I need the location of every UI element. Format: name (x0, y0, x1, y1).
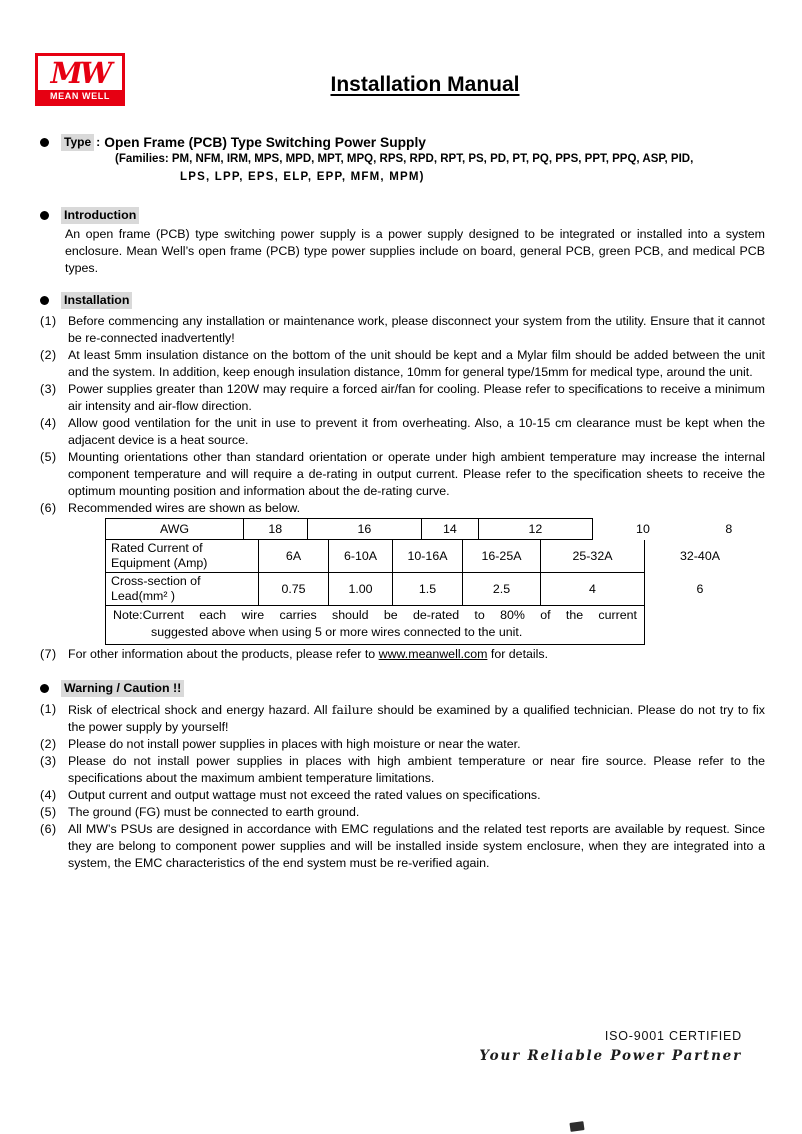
item-number: (3) (40, 754, 57, 768)
item-text: At least 5mm insulation distance on the bottom of the unit should be kept and a Mylar film should be added between the unit and the system. In addition, keep enough insulation distance, 10mm for general type/15mm for medical type, around the unit. (68, 348, 765, 379)
table-cell: 6 (696, 582, 704, 596)
bullet-icon (40, 211, 49, 220)
item-number: (3) (40, 382, 57, 396)
item-text: Please do not install power supplies in places with high moisture or near the water. (68, 737, 521, 751)
page-edge-artifact (569, 1121, 584, 1132)
item-number: (1) (40, 314, 57, 328)
installation-item-6 (40, 500, 765, 517)
installation-items (40, 313, 765, 663)
item-text-suffix: for details. (487, 647, 549, 661)
item-text-suffix: should be examined by a qualified technician. Please do not try to fix the power supply by yourself! (68, 703, 765, 734)
warning-heading (40, 680, 765, 697)
document-content (0, 134, 802, 872)
table-cell: 16-25A (462, 540, 540, 573)
introduction-heading (40, 207, 765, 224)
item-text-emphasis: failure (331, 702, 374, 717)
page-title: Installation Manual (330, 73, 520, 96)
meanwell-link[interactable]: www.meanwell.com (378, 647, 488, 661)
slogan-text: Your Reliable Power Partner (479, 1048, 742, 1064)
table-cell: 2.5 (462, 573, 540, 606)
item-text: Power supplies greater than 120W may require a forced air/fan for cooling. Please refer to specifications to receive a minimum air intensity and air-flow direction. (68, 382, 765, 413)
warning-item-6 (40, 821, 765, 872)
item-number: (5) (40, 805, 57, 819)
table-cell: 6A (258, 540, 328, 573)
warning-item-2 (40, 736, 765, 753)
item-number: (6) (40, 501, 57, 515)
families-line-2: LPS, LPP, EPS, ELP, EPP, MFM, MPM) (180, 170, 425, 183)
item-number: (2) (40, 737, 57, 751)
table-cell: Cross-section of Lead(mm² ) (105, 573, 258, 606)
item-text: All MW’s PSUs are designed in accordance with EMC regulations and the related test reports are available by request. Since they are belong to component power supplies and will be installed inside system enclosure, when they are integrated into a system, the EMC characteristics of the end system must be re-verified again. (68, 822, 765, 870)
table-cell: 4 (540, 573, 645, 606)
table-note-line-1: Note:Current each wire carries should be de-rated to 80% of the current (113, 608, 637, 622)
table-row-note (105, 606, 765, 645)
item-text (68, 701, 765, 736)
item-number: (4) (40, 416, 57, 430)
item-number: (1) (40, 702, 57, 716)
table-note (105, 606, 645, 645)
table-cell: 18 (243, 518, 307, 540)
installation-heading-label: Installation (61, 292, 132, 309)
table-note-line-2: suggested above when using 5 or more wires connected to the unit. (151, 625, 523, 639)
warning-item-4 (40, 787, 765, 804)
warning-item-1 (40, 701, 765, 736)
item-number: (4) (40, 788, 57, 802)
installation-item-3 (40, 381, 765, 415)
table-row-awg (105, 518, 765, 540)
installation-item-7 (40, 646, 765, 663)
table-cell: 32-40A (680, 549, 720, 563)
wire-table (105, 518, 765, 645)
item-number: (6) (40, 822, 57, 836)
installation-item-1 (40, 313, 765, 347)
meanwell-monogram-icon: MW (50, 56, 110, 90)
item-text: Output current and output wattage must not exceed the rated values on specifications. (68, 788, 541, 802)
table-cell: 6-10A (328, 540, 392, 573)
meanwell-wordmark: MEAN WELL (38, 90, 122, 103)
table-cell: 14 (421, 518, 477, 540)
table-row-cross-section (105, 573, 765, 606)
warning-items (40, 701, 765, 872)
table-cell: 10 (636, 521, 650, 536)
item-number: (5) (40, 450, 57, 464)
introduction-heading-label: Introduction (61, 207, 139, 224)
type-colon: : (96, 135, 101, 149)
warning-item-5 (40, 804, 765, 821)
type-value: Open Frame (PCB) Type Switching Power Supply (104, 135, 426, 150)
item-text-prefix: Risk of electrical shock and energy hazard. All (68, 703, 332, 717)
type-section-heading (40, 134, 765, 151)
warning-heading-label: Warning / Caution !! (61, 680, 184, 697)
table-cell: 1.00 (328, 573, 392, 606)
type-label: Type (61, 134, 94, 151)
item-text: Before commencing any installation or maintenance work, please disconnect your system from the utility. Ensure that it cannot be re-connected inadvertently! (68, 314, 765, 345)
bullet-icon (40, 684, 49, 693)
iso-certified-text: ISO-9001 CERTIFIED (604, 1029, 742, 1043)
item-number: (2) (40, 348, 57, 362)
item-text: Recommended wires are shown as below. (68, 501, 301, 515)
item-text: Please do not install power supplies in places with high ambient temperature or near fire source. Please refer to the specifications about the maximum ambient temperature limitations. (68, 754, 765, 785)
item-text: The ground (FG) must be connected to earth ground. (68, 805, 360, 819)
table-cell: 16 (307, 518, 422, 540)
families-line-1: (Families: PM, NFM, IRM, MPS, MPD, MPT, MPQ, RPS, RPD, RPT, PS, PD, PT, PQ, PPS, PPT, PPQ, ASP, PID, (115, 153, 694, 165)
bullet-icon (40, 296, 49, 305)
table-row-rated-current (105, 540, 765, 573)
table-cell: 0.75 (258, 573, 328, 606)
table-cell: AWG (105, 518, 243, 540)
warning-item-3 (40, 753, 765, 787)
item-text (68, 646, 765, 663)
installation-heading (40, 292, 765, 309)
table-cell: Rated Current of Equipment (Amp) (105, 540, 258, 573)
table-cell: 8 (725, 521, 733, 536)
footer (479, 1028, 742, 1065)
item-text-prefix: For other information about the products, please refer to (68, 647, 379, 661)
bullet-icon (40, 138, 49, 147)
table-cell: 10-16A (392, 540, 462, 573)
item-number: (7) (40, 647, 57, 661)
installation-item-5 (40, 449, 765, 500)
installation-item-2 (40, 347, 765, 381)
table-cell: 25-32A (540, 540, 645, 573)
item-text: Mounting orientations other than standard orientation or operate under high ambient temperature may increase the internal component temperature and will require a de-rating in output current. Please refer to the specification sheets to receive the optimum mounting position and information about the de-rating curve. (68, 450, 765, 498)
item-text: Allow good ventilation for the unit in use to prevent it from overheating. Also, a 10-15 cm clearance must be kept when the adjacent device is a heat source. (68, 416, 765, 447)
table-cell: 1.5 (392, 573, 462, 606)
introduction-body: An open frame (PCB) type switching power supply is a power supply designed to be integrated or installed into a system enclosure. Mean Well’s open frame (PCB) type power supplies include on board, general PCB, green PCB, and medical PCB types. (65, 227, 765, 275)
installation-item-4 (40, 415, 765, 449)
table-cell: 12 (478, 518, 594, 540)
